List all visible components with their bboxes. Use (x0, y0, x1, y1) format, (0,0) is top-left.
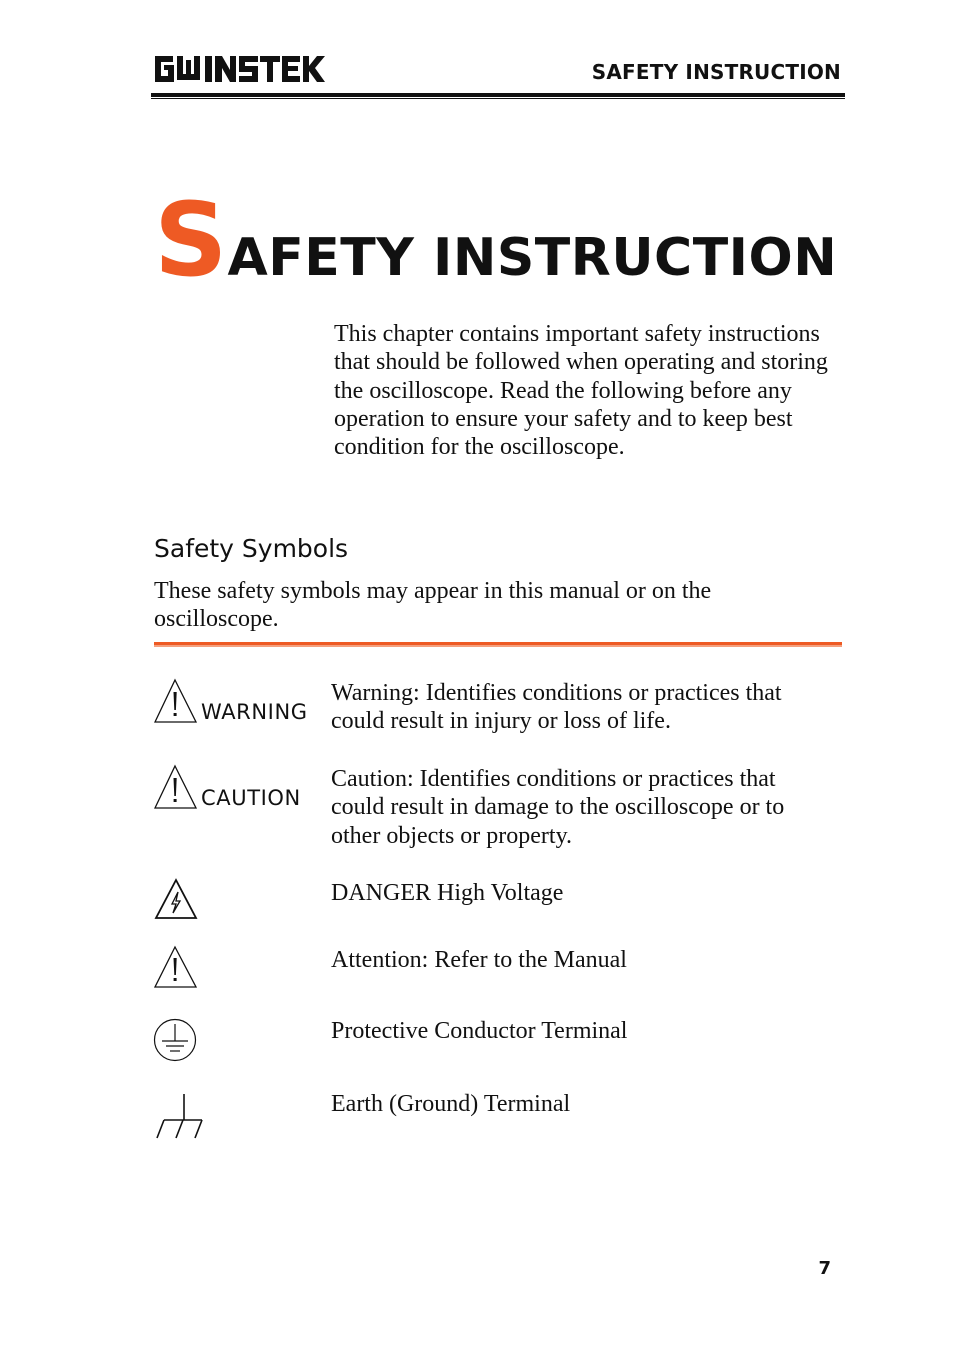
running-header-title: SAFETY INSTRUCTION (591, 60, 841, 84)
symbol-description-attention: Attention: Refer to the Manual (331, 947, 627, 973)
gw-instek-logo (153, 52, 328, 86)
symbol-description-caution: Caution: Identifies conditions or practices that could result in damage to the oscilloscope or to other objects or property. (331, 766, 785, 849)
header-rule-thin (151, 98, 845, 99)
section-heading: Safety Symbols (154, 534, 349, 563)
symbol-description-protective-conductor: Protective Conductor Terminal (331, 1018, 628, 1044)
symbol-description-earth-ground: Earth (Ground) Terminal (331, 1091, 571, 1117)
protective-conductor-icon (153, 1017, 197, 1063)
symbol-label-warning: WARNING (201, 700, 308, 724)
earth-ground-icon (154, 1092, 204, 1140)
section-text: These safety symbols may appear in this manual or on the oscilloscope. (154, 578, 712, 633)
caution-triangle-icon (154, 764, 198, 810)
attention-icon (154, 945, 198, 989)
symbol-description-high-voltage: DANGER High Voltage (331, 880, 564, 906)
warning-triangle-icon (154, 678, 198, 724)
chapter-title-initial: S (154, 181, 228, 300)
chapter-title (154, 181, 838, 300)
chapter-title-rest: AFETY INSTRUCTION (227, 228, 838, 288)
symbol-description-warning: Warning: Identifies conditions or practices that could result in injury or loss of life. (331, 680, 782, 735)
header-rule (151, 93, 845, 97)
page-number: 7 (818, 1258, 831, 1279)
high-voltage-icon (154, 878, 198, 920)
symbol-label-caution: CAUTION (201, 786, 301, 810)
section-divider-light (154, 645, 842, 647)
chapter-intro: This chapter contains important safety instructions that should be followed when operating and storing the oscilloscope. Read the following before any operation to ensure your safety and to keep best condition for the oscilloscope. (334, 321, 828, 461)
